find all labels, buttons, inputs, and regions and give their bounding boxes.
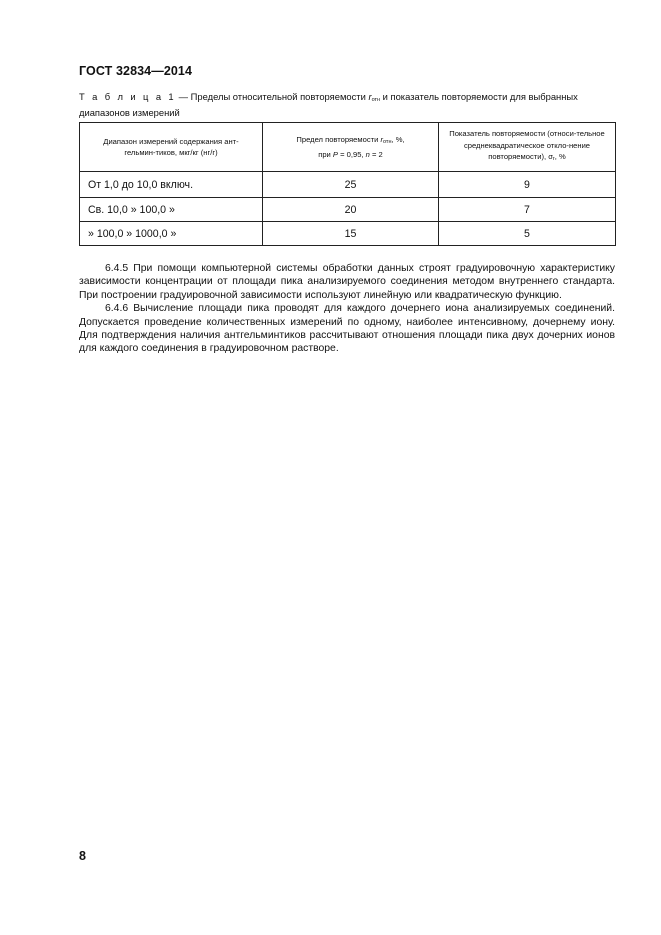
range-cell: От 1,0 до 10,0 включ. bbox=[80, 172, 263, 198]
limit-header-cond-mid: = 0,95, bbox=[337, 149, 366, 159]
table-header-row bbox=[80, 123, 616, 172]
page-number: 8 bbox=[79, 849, 86, 863]
limit-header-cond-prefix: при bbox=[318, 149, 333, 159]
limit-header-n: n bbox=[365, 149, 370, 159]
table-caption-symbol-sub: отн bbox=[371, 97, 381, 103]
indicator-header-sub: r bbox=[552, 156, 555, 163]
limit-header-symbol: r bbox=[380, 135, 383, 144]
limit-header-p: P bbox=[332, 149, 338, 159]
limit-cell: 20 bbox=[263, 198, 439, 222]
column-header-range: Диапазон измерений содержания ант-гельмин-тиков, мкг/кг (нг/г) bbox=[80, 123, 263, 172]
column-header-indicator bbox=[439, 123, 616, 172]
table-row bbox=[80, 198, 616, 222]
repeatability-table bbox=[79, 122, 616, 246]
limit-header-prefix: Предел повторяемости bbox=[296, 135, 381, 144]
column-header-limit bbox=[263, 123, 439, 172]
limit-header-symbol-sub: отн bbox=[382, 139, 392, 145]
paragraph-6-4-5: 6.4.5 При помощи компьютерной системы обработки данных строят градуировочную характеристику зависимости концентрации от площади пика анализируемого соединения методом внутреннего стандарта. При построении градуировочной зависимости используют линейную или квадратическую функцию. bbox=[79, 263, 615, 301]
indicator-cell: 9 bbox=[439, 172, 616, 198]
table-caption-label: Т а б л и ц а 1 bbox=[79, 91, 177, 102]
indicator-cell: 7 bbox=[439, 198, 616, 222]
table-caption-text-after: и показатель повторяемости для выбранных диапазонов измерений bbox=[79, 91, 578, 118]
range-cell: Св. 10,0 » 100,0 » bbox=[80, 198, 263, 222]
range-cell: » 100,0 » 1000,0 » bbox=[80, 222, 263, 246]
table-caption bbox=[79, 91, 615, 119]
body-text bbox=[79, 262, 615, 356]
standard-header: ГОСТ 32834—2014 bbox=[79, 64, 193, 78]
limit-cell: 25 bbox=[263, 172, 439, 198]
table-row bbox=[80, 172, 616, 198]
table-row bbox=[80, 222, 616, 246]
limit-header-middle: , %, bbox=[391, 135, 405, 144]
indicator-header-text: Показатель повторяемости (относи-тельное среднеквадратическое откло-нение повторяемости), σ bbox=[449, 129, 605, 162]
table-caption-text-before: — Пределы относительной повторяемости bbox=[176, 91, 369, 102]
limit-header-cond-end: = 2 bbox=[369, 149, 383, 159]
limit-cell: 15 bbox=[263, 222, 439, 246]
indicator-cell: 5 bbox=[439, 222, 616, 246]
indicator-header-end: , % bbox=[554, 152, 566, 162]
table-caption-symbol: r bbox=[368, 91, 372, 102]
paragraph-6-4-6: 6.4.6 Вычисление площади пика проводят для каждого дочернего иона анализируемых соединений. Допускается проведение количественных измерений по одному, наиболее интенсивному, дочернему иону. Для подтверждения наличия антгельминтиков рассчитывают отношения площади пика двух дочерних ионов для каждого соединения в градуировочном растворе. bbox=[79, 303, 615, 355]
